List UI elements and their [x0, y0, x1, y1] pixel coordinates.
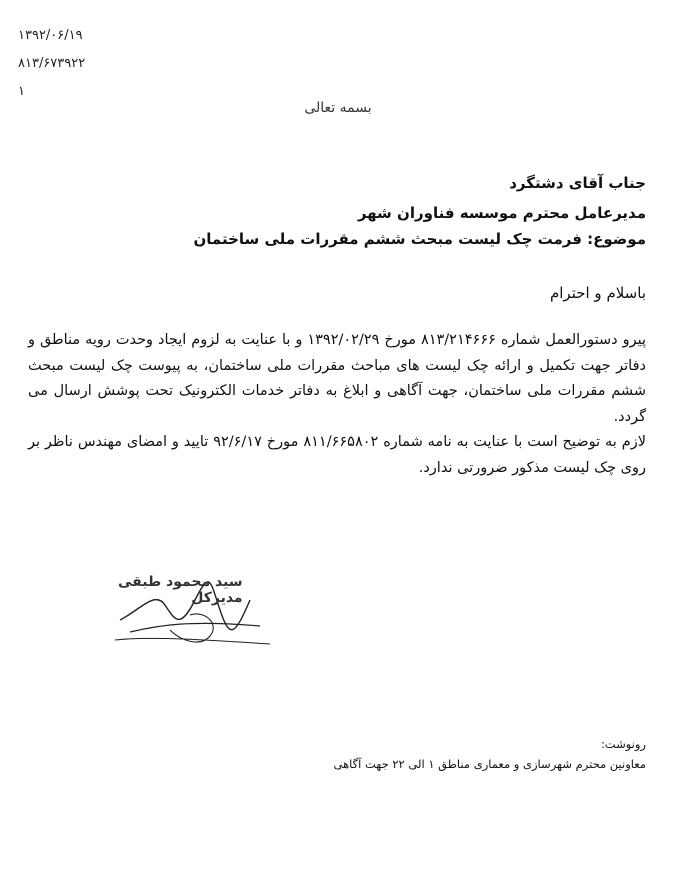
letter-attachment: ۱ [18, 84, 25, 99]
body-paragraph-2: لازم به توضیح است با عنایت به نامه شماره ۸۱۱/۶۶۵۸۰۲ مورخ ۹۲/۶/۱۷ تایید و امضای مهندس ناظر بر روی چک لیست مذکور ضرورتی ندارد. [28, 434, 646, 476]
signature-name [118, 574, 243, 606]
recipient-title: مدیرعامل محترم موسسه فناوران شهر [357, 204, 646, 222]
recipient-block [358, 168, 646, 228]
letter-subject: موضوع: فرمت چک لیست مبحث ششم مقررات ملی ساختمان [193, 230, 646, 248]
letter-number: ۸۱۳/۶۷۳۹۲۲ [18, 56, 86, 71]
signatory-name: سید محمود طبقی [118, 574, 243, 590]
cc-title: رونوشت: [600, 737, 646, 751]
letter-body [28, 328, 646, 481]
signatory-title: مدیرکل [191, 590, 243, 606]
greeting: باسلام و احترام [549, 284, 646, 302]
body-paragraph-1: پیرو دستورالعمل شماره ۸۱۳/۲۱۴۶۶۶ مورخ ۱۳۹۲/۰۲/۲۹ و با عنایت به لزوم ایجاد وحدت رویه مناطق و دفاتر جهت تکمیل و ارائه چک لیست های مباحث مقررات ملی ساختمان، به پیوست چک لیست مبحث ششم مقررات ملی ساختمان، جهت آگاهی و ابلاغ به دفاتر خدمات الکترونیک تحت پوشش ارسال می گردد. [28, 332, 646, 425]
cc-text: معاونین محترم شهرسازی و معماری مناطق ۱ الی ۲۲ جهت آگاهی [333, 757, 646, 771]
bismillah: بسمه تعالی [304, 100, 372, 116]
letter-meta [18, 24, 85, 108]
recipient-name: جناب آقای دشتگرد [509, 174, 646, 192]
letter-date: ۱۳۹۲/۰۶/۱۹ [18, 28, 83, 43]
